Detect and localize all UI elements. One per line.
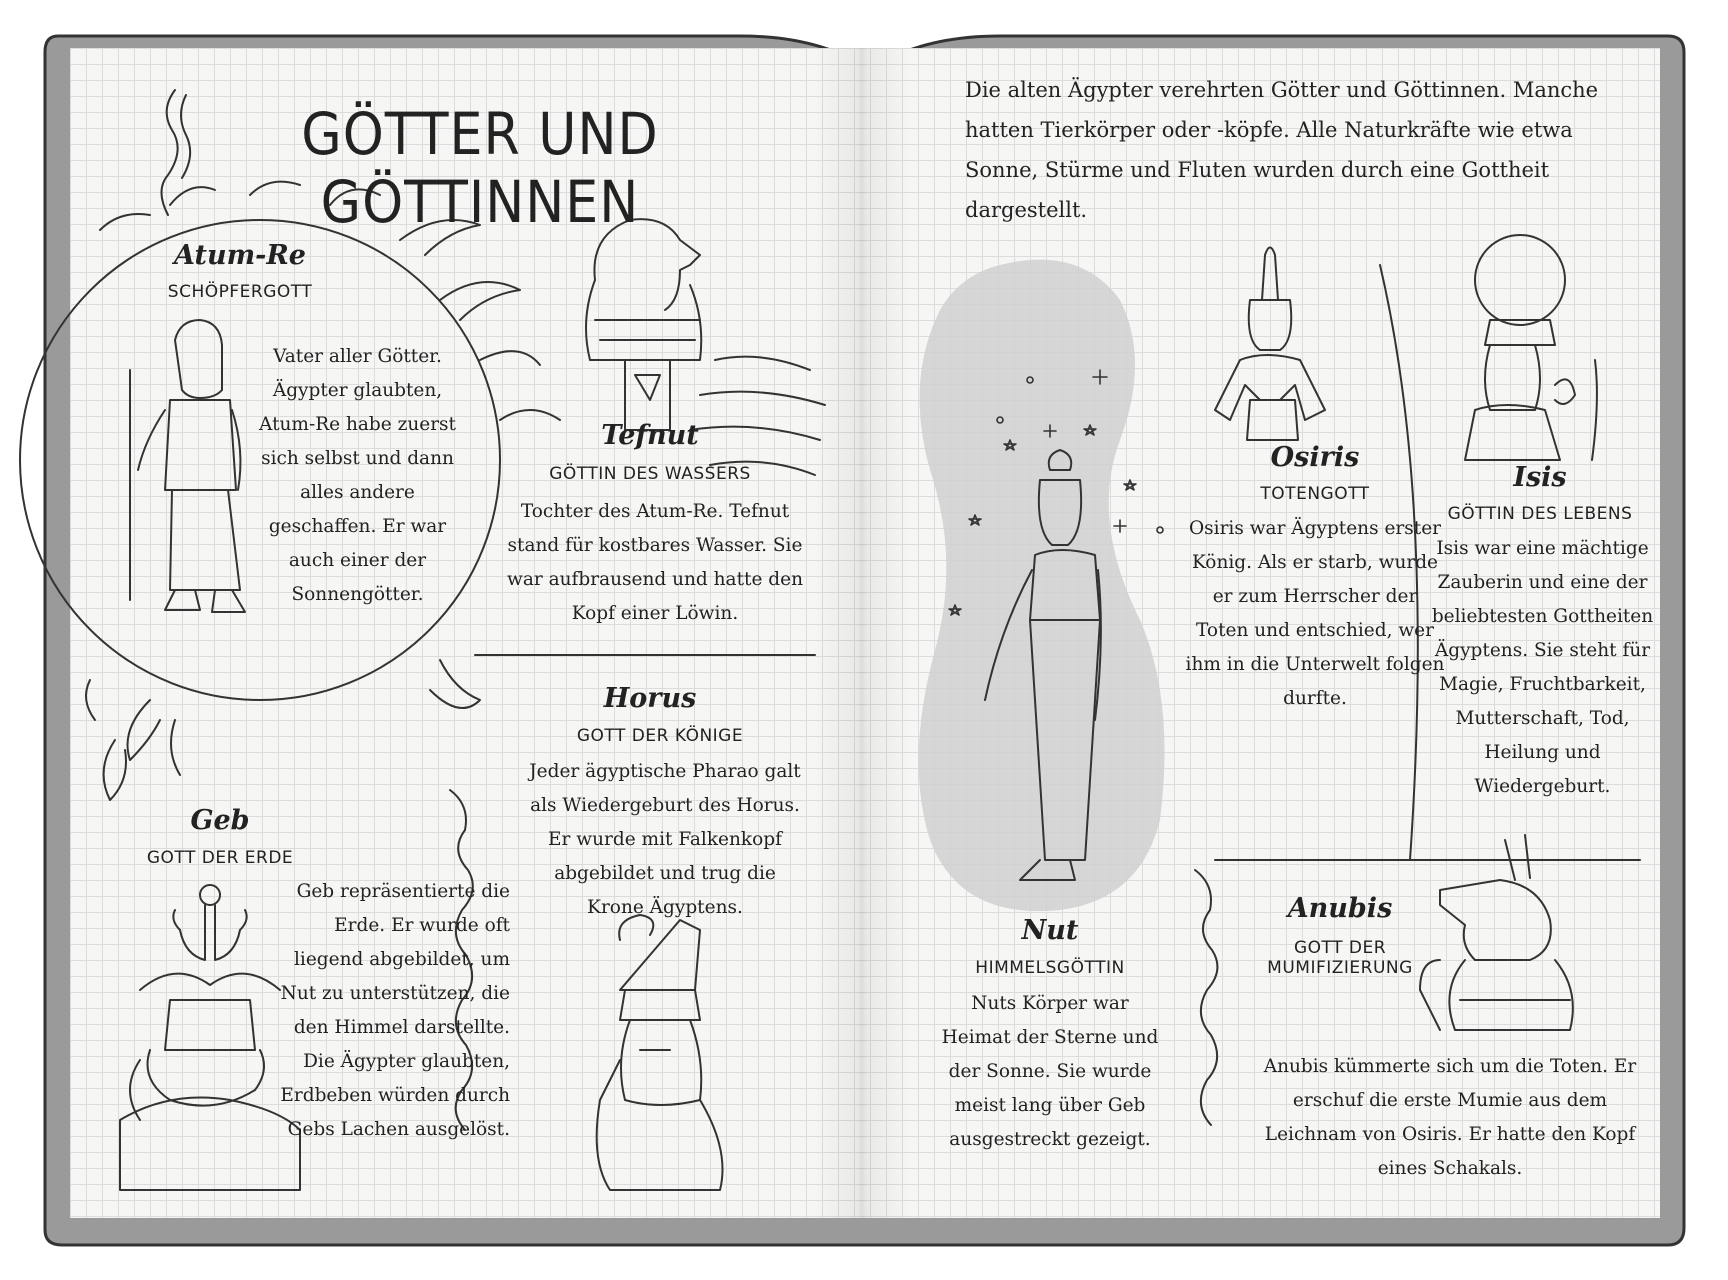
isis-figure — [1465, 235, 1597, 460]
tefnut-figure — [586, 219, 701, 430]
anubis-role: GOTT DER MUMIFIZIERUNG — [1267, 938, 1413, 978]
geb-role: GOTT DER ERDE — [146, 848, 294, 868]
isis-name: Isis — [1513, 462, 1567, 493]
sun-ray — [430, 660, 480, 708]
anubis-name: Anubis — [1287, 893, 1393, 924]
tefnut-text: Tochter des Atum-Re. Tefnut stand für kostbares Wasser. Sie war aufbrausend und hatte den Kopf einer Löwin. — [507, 501, 803, 624]
horus-figure — [597, 915, 723, 1190]
water-wave — [715, 357, 810, 370]
smoke-strand — [162, 90, 178, 215]
sun-ray — [104, 740, 126, 800]
tefnut-role: GÖTTIN DES WASSERS — [549, 464, 751, 484]
sun-ray — [500, 410, 560, 420]
anubis-text: Anubis kümmerte sich um die Toten. Er erschuf die erste Mumie aus dem Leichnam von Osiris. Er hatte den Kopf eines Schakals. — [1263, 1056, 1637, 1179]
sun-ray — [440, 282, 520, 320]
osiris-name: Osiris — [1270, 442, 1360, 473]
osiris-figure — [1215, 248, 1325, 441]
horus-text: Jeder ägyptische Pharao galt als Wiedergeburt des Horus. Er wurde mit Falkenkopf abgebildet und trug die Krone Ägyptens. — [529, 761, 801, 918]
intro-text: Die alten Ägypter verehrten Götter und Göttinnen. Manche hatten Tierkörper oder -köpfe. Alle Naturkräfte wie etwa Sonne, Stürme und Fluten wurden durch eine Gottheit dargestellt. — [965, 78, 1599, 222]
wavy-border — [1195, 870, 1217, 1125]
nut-role: HIMMELSGÖTTIN — [975, 958, 1125, 978]
atum-re-name: Atum-Re — [174, 240, 306, 271]
isis-role: GÖTTIN DES LEBENS — [1447, 504, 1633, 524]
sun-ray — [100, 214, 150, 230]
geb-text: Geb repräsentierte die Erde. Er wurde oft liegend abgebildet, um Nut zu unterstützen, die den Himmel darstellte. Die Ägypter glaubten, Erdbeben würden durch Gebs Lachen ausgelöst. — [280, 881, 510, 1140]
horus-name: Horus — [603, 683, 697, 714]
sun-ray — [480, 351, 540, 365]
osiris-role: TOTENGOTT — [1260, 484, 1370, 504]
sun-ray — [86, 680, 95, 720]
nut-name: Nut — [1021, 915, 1079, 946]
horus-role: GOTT DER KÖNIGE — [576, 726, 744, 746]
sun-ray — [171, 720, 180, 775]
tefnut-name: Tefnut — [601, 420, 699, 451]
atum-re-figure — [130, 320, 245, 612]
sun-ray — [128, 700, 161, 760]
water-wave — [700, 392, 825, 405]
smoke-strand — [181, 95, 190, 178]
geb-name: Geb — [190, 805, 250, 836]
atum-re-role: SCHÖPFERGOTT — [167, 282, 313, 302]
atum-re-text: Vater aller Götter. Ägypter glaubten, Atum-Re habe zuerst sich selbst und dann alles andere geschaffen. Er war auch einer der Sonnengötter. — [259, 346, 456, 605]
page-title: GÖTTER UND GÖTTINNEN — [301, 100, 659, 236]
anubis-figure — [1420, 835, 1573, 1030]
nut-text: Nuts Körper war Heimat der Sterne und der Sonne. Sie wurde meist lang über Geb ausgestreckt gezeigt. — [941, 993, 1159, 1150]
osiris-text: Osiris war Ägyptens erster König. Als er starb, wurde er zum Herrscher der Toten und entschied, wer ihm in die Unterwelt folgen durfte. — [1185, 518, 1445, 709]
isis-text: Isis war eine mächtige Zauberin und eine der beliebtesten Gottheiten Ägyptens. Sie steht für Magie, Fruchtbarkeit, Mutterschaft, Tod, Heilung und Wiedergeburt. — [1431, 538, 1654, 797]
